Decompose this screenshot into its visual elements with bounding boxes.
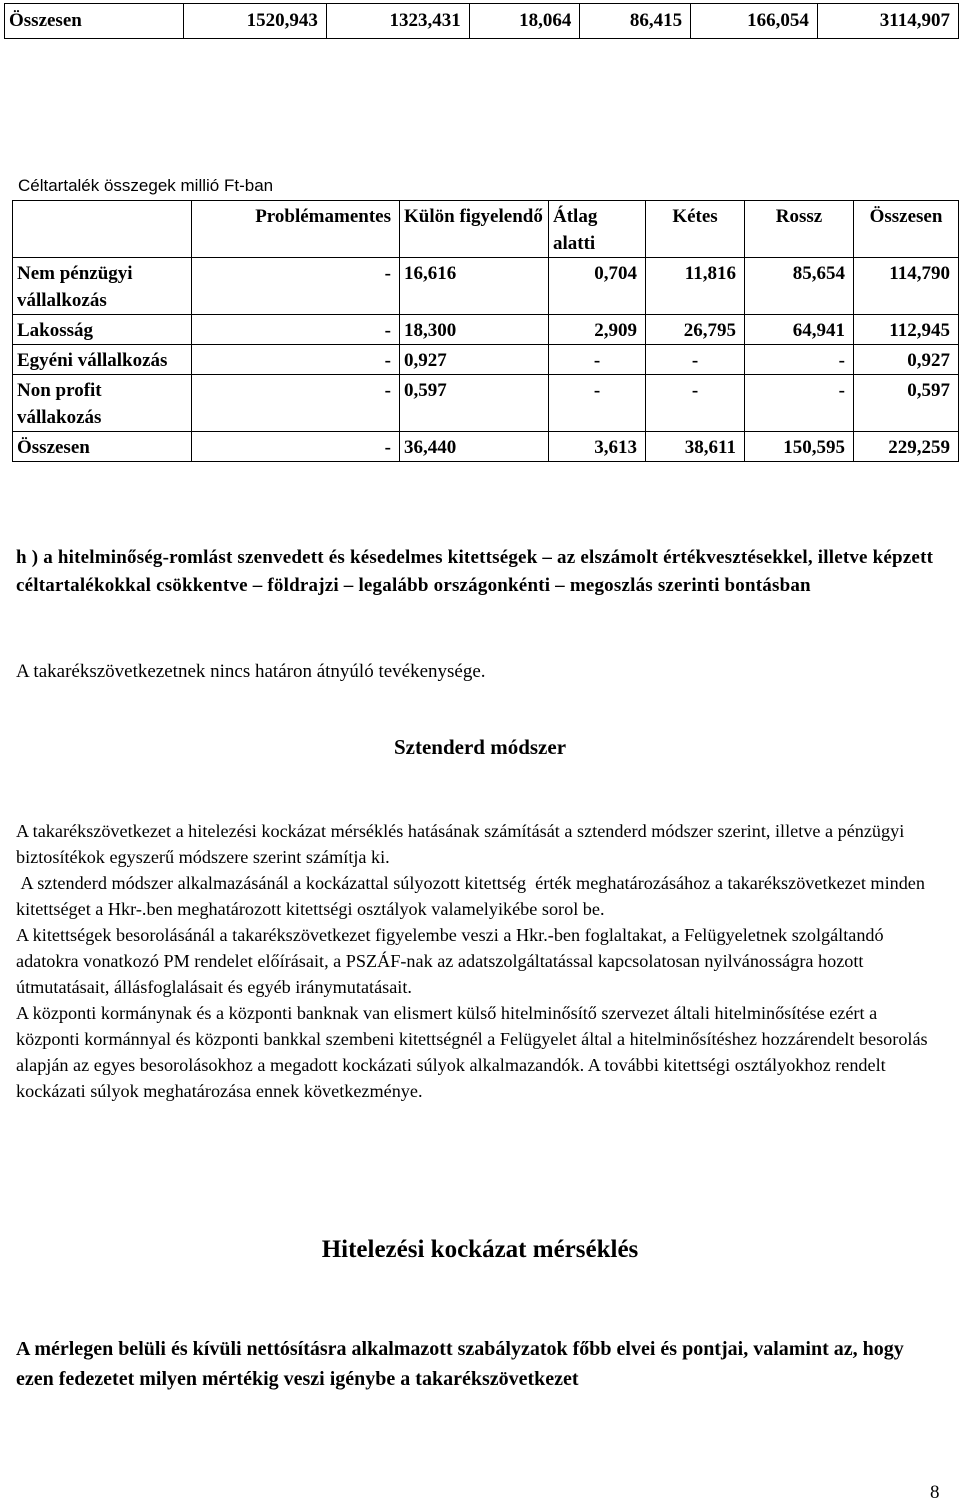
paragraph: A központi kormánynak és a központi banknak van elismert külső hitelminősítő szervezet általi hitelminősítése ezért a központi kormánnyal és központi bankkal szembeni kitettségnél a Felügyelet által a hitelminősítéshez hozzárendelt besorolás alapján az egyes besorolásokhoz a megadott kockázati súlyok alkalmazandók. A további kitettségi osztályokhoz rendelt kockázati súlyok meghatározása ennek következménye. [16, 1003, 928, 1101]
table-cell: 229,259 [854, 432, 959, 462]
provisions-caption: Céltartalék összegek millió Ft-ban [18, 176, 274, 195]
column-header: Kétes [646, 201, 745, 258]
column-header: Problémamentes [192, 201, 400, 258]
row-label: Non profit vállakozás [13, 375, 192, 432]
row-label: Nem pénzügyi vállalkozás [13, 258, 192, 315]
page-number: 8 [930, 1482, 940, 1503]
table-cell: 36,440 [400, 432, 549, 462]
table-cell: - [192, 375, 400, 432]
column-header: Összesen [854, 201, 959, 258]
sztenderd-title: Sztenderd módszer [393, 735, 567, 759]
summary-cell: 86,415 [580, 4, 691, 39]
table-cell: - [192, 345, 400, 375]
table-cell: - [646, 375, 745, 432]
section-h-heading: h ) a hitelminőség-romlást szenvedett és késedelmes kitettségek – az elszámolt értékvesztésekkel, illetve képzett céltartalékokkal csökkentve – földrajzi – legalább országonkénti – megoszlás szerinti bontásban [16, 547, 934, 596]
table-cell: - [745, 345, 854, 375]
table-row [13, 315, 959, 345]
summary-cell: 3114,907 [817, 4, 958, 39]
table-row [13, 432, 959, 462]
table-cell: - [646, 345, 745, 375]
table-cell: - [745, 375, 854, 432]
sztenderd-body [16, 818, 936, 1104]
paragraph: A kitettségek besorolásánál a takarékszövetkezet figyelembe veszi a Hkr.-ben foglaltakat, a Felügyeletnek szolgáltandó adatokra vonatkozó PM rendelet előírásait, a PSZÁF-nak az adatszolgáltatással kapcsolatosan nyilvánosságra hozott útmutatásait, állásfoglalásait és egyéb iránymutatásait. [16, 925, 884, 997]
table-cell: 0,927 [400, 345, 549, 375]
summary-table [4, 3, 959, 39]
summary-label: Összesen [5, 4, 184, 39]
table-row [5, 4, 959, 39]
table-cell: 11,816 [646, 258, 745, 315]
table-cell: 114,790 [854, 258, 959, 315]
section-h-text: A takarékszövetkezetnek nincs határon átnyúló tevékenysége. [16, 661, 486, 682]
table-cell: - [192, 432, 400, 462]
table-cell: 64,941 [745, 315, 854, 345]
table-cell: 0,597 [400, 375, 549, 432]
table-cell: 0,927 [854, 345, 959, 375]
table-row [13, 375, 959, 432]
table-cell: 16,616 [400, 258, 549, 315]
table-cell: - [192, 258, 400, 315]
hitelezesi-title: Hitelezési kockázat mérséklés [321, 1236, 639, 1263]
paragraph: A sztenderd módszer alkalmazásánál a kockázattal súlyozott kitettség érték meghatározásához a takarékszövetkezet minden kitettséget a Hkr-.ben meghatározott kitettségi osztályok valamelyikébe sorol be. [16, 873, 930, 919]
column-header: Átlag alatti [549, 201, 646, 258]
table-cell: 3,613 [549, 432, 646, 462]
table-cell: 0,597 [854, 375, 959, 432]
column-header: Külön figyelendő [400, 201, 549, 258]
table-cell: 112,945 [854, 315, 959, 345]
table-cell: - [549, 375, 646, 432]
row-label: Egyéni vállalkozás [13, 345, 192, 375]
table-cell: 18,300 [400, 315, 549, 345]
summary-cell: 18,064 [469, 4, 580, 39]
table-cell: 38,611 [646, 432, 745, 462]
table-cell: 2,909 [549, 315, 646, 345]
header-empty [13, 201, 192, 258]
table-cell: 0,704 [549, 258, 646, 315]
paragraph: A takarékszövetkezet a hitelezési kockázat mérséklés hatásának számítását a sztenderd módszer szerint, illetve a pénzügyi biztosítékok egyszerű módszere szerint számítja ki. [16, 821, 905, 867]
summary-cell: 166,054 [691, 4, 818, 39]
hitelezesi-heading: A mérlegen belüli és kívüli nettósításra alkalmazott szabályzatok főbb elvei és pontjai, valamint az, hogy ezen fedezetet milyen mértékig veszi igénybe a takarékszövetkezet [16, 1338, 904, 1390]
table-row [13, 258, 959, 315]
column-header: Rossz [745, 201, 854, 258]
table-cell: 150,595 [745, 432, 854, 462]
table-cell: 26,795 [646, 315, 745, 345]
row-label: Összesen [13, 432, 192, 462]
table-cell: - [192, 315, 400, 345]
row-label: Lakosság [13, 315, 192, 345]
table-row [13, 345, 959, 375]
table-cell: 85,654 [745, 258, 854, 315]
table-cell: - [549, 345, 646, 375]
summary-cell: 1520,943 [184, 4, 327, 39]
provisions-table [12, 200, 959, 462]
summary-cell: 1323,431 [326, 4, 469, 39]
table-header-row [13, 201, 959, 258]
